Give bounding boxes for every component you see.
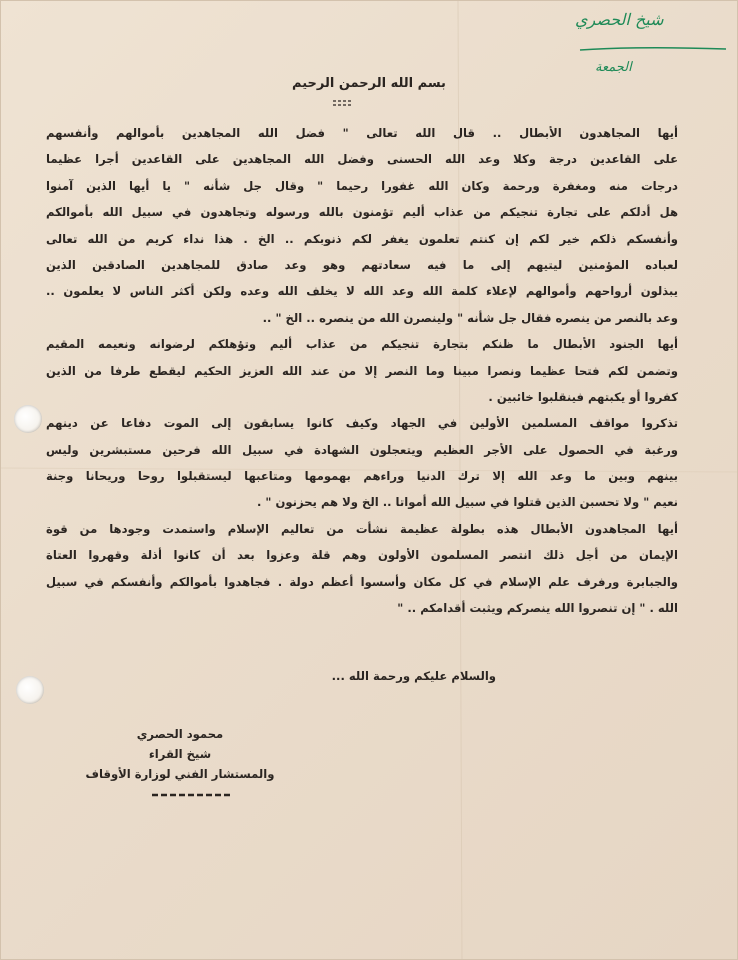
body-line: أيها المجاهدون الأبطال هذه بطولة عظيمة نشأت من تعاليم الإسلام واستمدت وجودها من قوة [46, 521, 678, 536]
signature-rule [150, 791, 234, 799]
body-line: نعيم " ولا تحسبن الذين قتلوا في سبيل الله أمواتا .. الخ ولا هم يحزنون " . [256, 495, 678, 510]
body-line: أيها الجنود الأبطال ما ظنكم بتجارة تنجيكم من عذاب أليم وتؤهلكم لرضوانه ونعيمه المقيم [46, 337, 678, 352]
signature-name: محمود الحصري [136, 727, 224, 741]
handwritten-underline [578, 44, 728, 54]
basmala-decoration [332, 99, 354, 107]
body-line: لعباده المؤمنين ليتيهم إلى ما فيه سعادتهم وهو وعد صادق للمجاهدين الصادقين الذين [46, 257, 678, 272]
closing-greeting: والسلام عليكم ورحمة الله ... [331, 669, 496, 683]
basmala-heading: بسم الله الرحمن الرحيم [292, 76, 446, 91]
body-line: بينهم وبين ما وعد الله إلا ترك الدنيا وراءهم بهمومها ومتاعبها ليستقبلوا روحا وريحانا وجنة [46, 469, 678, 484]
body-line: يبذلون أرواحهم وأموالهم لإعلاء كلمة الله وعد الله لا يخلف الله وعده ولكن أكثر الناس لا يعلمون .. [46, 284, 678, 299]
signature-title: شيخ القراء [148, 747, 212, 761]
signature-block [60, 724, 300, 784]
body-line: ورغبة في الحصول على الأجر العظيم ويتعجلون الشهادة في سبيل الله فرحين مستبشرين وليس [46, 442, 678, 457]
body-line: وعد بالنصر من ينصره فقال جل شأنه " ولينصرن الله من ينصره .. الخ " .. [262, 310, 678, 325]
body-line: وأنفسكم ذلكم خير لكم إن كنتم تعلمون يغفر لكم ذنوبكم .. الخ . هذا نداء كريم من الله تعالى [46, 231, 678, 246]
handwritten-note-line1: شيخ الحصري [575, 10, 664, 29]
handwritten-note-line2: الجمعة [595, 60, 632, 75]
body-line: كفروا أو يكبتهم فينقلبوا خائبين . [488, 389, 678, 404]
body-line: الإيمان من أجل ذلك انتصر المسلمون الأولون وهم قلة وعزوا بعد أن كانوا أذلة وقهروا العتاة [46, 548, 678, 563]
signature-position: والمستشار الفني لوزارة الأوقاف [85, 767, 275, 781]
letter-body [46, 120, 678, 621]
body-line: الله . " إن تنصروا الله ينصركم ويثبت أقدامكم .. " [397, 601, 678, 616]
body-line: أيها المجاهدون الأبطال .. قال الله تعالى " فضل الله المجاهدين بأموالهم وأنفسهم [46, 126, 678, 140]
body-line: وتضمن لكم فتحا عظيما ونصرا مبينا وما النصر إلا من عند الله العزيز الحكيم ليقطع طرفا من الذين [46, 363, 678, 378]
body-line: هل أدلكم على تجارة تنجيكم من عذاب أليم تؤمنون بالله ورسوله وتجاهدون في سبيل الله بأموالكم [46, 205, 678, 220]
punch-hole-top [14, 405, 42, 433]
punch-hole-bottom [16, 676, 44, 704]
body-line: والجبابرة ورفرف علم الإسلام في كل مكان وأسسوا أعظم دولة . فجاهدوا بأموالكم وأنفسكم في سبيل [46, 574, 678, 589]
body-line: على القاعدين درجة وكلا وعد الله الحسنى وفضل الله المجاهدين على القاعدين أجرا عظيما [46, 152, 678, 167]
body-line: درجات منه ومغفرة ورحمة وكان الله غفورا رحيما " وقال جل شأنه " يا أيها الذين آمنوا [46, 178, 678, 193]
body-line: تذكروا مواقف المسلمين الأولين في الجهاد وكيف كانوا يسابقون إلى الموت دفاعا عن دينهم [46, 416, 678, 431]
